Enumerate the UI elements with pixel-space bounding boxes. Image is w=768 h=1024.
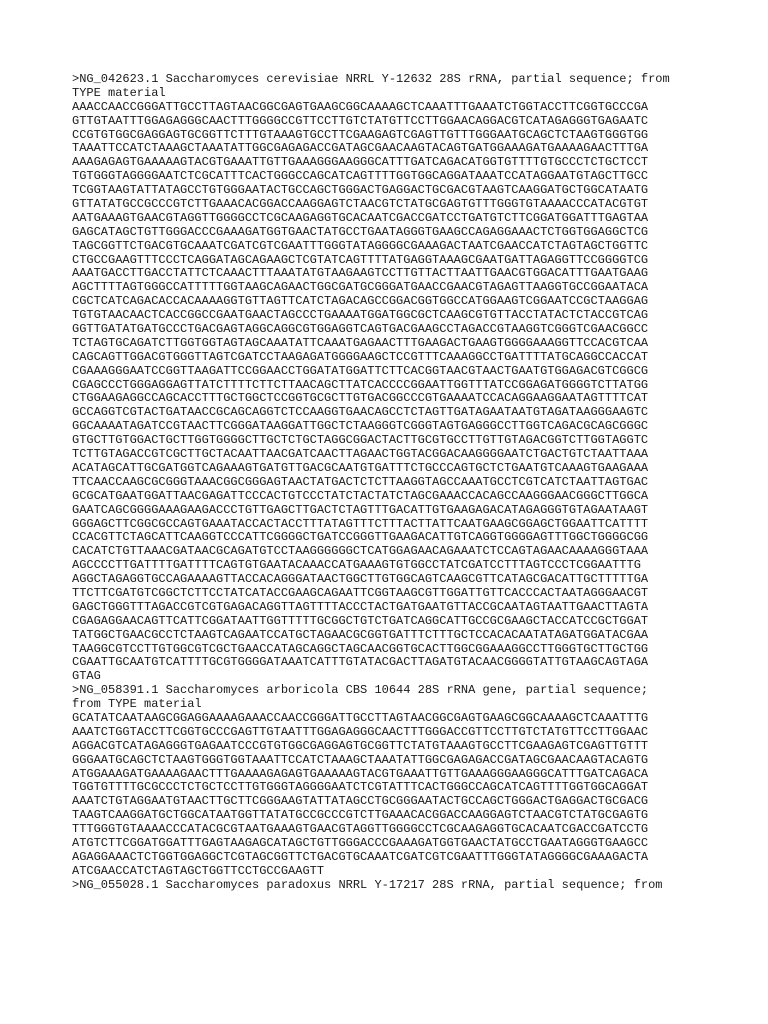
sequence-line: GTGCTTGTGGACTGCTTGGTGGGGCTTGCTCTGCTAGGCGGACTACTTGCGTGCCTTGTTGTAGACGGTCTTGGTAGGTC: [72, 433, 649, 448]
sequence-line: AAACCAACCGGGATTGCCTTAGTAACGGCGAGTGAAGCGGCAAAAGCTCAAATTTGAAATCTGGTACCTTCGGTGCCCGA: [72, 99, 649, 114]
sequence-line: TAAGGCGTCCTTGTGGCGTCGCTGAACCATAGCAGGCTAGCAACGGTGCACTTGGCGGAAAGGCCTTGGGTGCTTGCTGG: [72, 641, 649, 656]
sequence-line: from TYPE material: [72, 697, 202, 712]
sequence-line: GTAG: [72, 669, 101, 684]
sequence-line: GAATCAGCGGGGAAAGAAGACCCTGTTGAGCTTGACTCTAGTTTGACATTGTGAAGAGACATAGAGGGTGTAGAATAAGT: [72, 502, 649, 517]
sequence-line: CGAGAGGAACAGTTCATTCGGATAATTGGTTTTTGCGGCTGTCTGATCAGGCATTGCCGCGAAGCTACCATCCGCTGGAT: [72, 613, 649, 628]
sequence-line: GCCAGGTCGTACTGATAACCGCAGCAGGTCTCCAAGGTGAACAGCCTCTAGTTGATAGAATAATGTAGATAAGGGAAGTC: [72, 405, 649, 420]
sequence-line: AAATCTGTAGGAATGTAACTTGCTTCGGGAAGTATTATAGCCTGCGGGAATACTGCCAGCTGGGACTGAGGACTGCGACG: [72, 794, 649, 809]
sequence-line: ACATAGCATTGCGATGGTCAGAAAGTGATGTTGACGCAATGTGATTTCTGCCCAGTGCTCTGAATGTCAAAGTGAAGAAA: [72, 460, 649, 475]
sequence-line: AGAGGAAACTCTGGTGGAGGCTCGTAGCGGTTCTGACGTGCAAATCGATCGTCGAATTTGGGTATAGGGGCGAAAGACTA: [72, 849, 649, 864]
sequence-line: GGCAAAATAGATCCGTAACTTCGGGATAAGGATTGGCTCTAAGGGTCGGGTAGTGAGGGCCTTGGTCAGACGCAGCGGGC: [72, 419, 649, 434]
sequence-header-line: >NG_055028.1 Saccharomyces paradoxus NRRL Y-17217 28S rRNA, partial sequence; from: [72, 877, 663, 892]
sequence-line: TYPE material: [72, 85, 166, 100]
sequence-header-line: >NG_058391.1 Saccharomyces arboricola CBS 10644 28S rRNA gene, partial sequence;: [72, 683, 649, 698]
sequence-line: GAGCTGGGTTTAGACCGTCGTGAGACAGGTTAGTTTTACCCTACTGATGAATGTTACCGCAATAGTAATTGAACTTAGTA: [72, 599, 649, 614]
sequence-line: GAGCATAGCTGTTGGGACCCGAAAGATGGTGAACTATGCCTGAATAGGGTGAAGCCAGAGGAAACTCTGGTGGAGGCTCG: [72, 224, 649, 239]
sequence-line: ATCGAACCATCTAGTAGCTGGTTCCTGCCGAAGTT: [72, 863, 325, 878]
sequence-line: AGCCCCTTGATTTTGATTTTCAGTGTGAATACAAACCATGAAAGTGTGGCCTATCGATCCTTTAGTCCCTCGGAATTTG: [72, 558, 641, 573]
sequence-line: AAATCTGGTACCTTCGGTGCCCGAGTTGTAATTTGGAGAGGGCAACTTTGGGACCGTTCCTTGTCTATGTTCCTTGGAAC: [72, 724, 649, 739]
sequence-line: TTTGGGTGTAAAACCCATACGCGTAATGAAAGTGAACGTAGGTTGGGGCCTCGCAAGAGGTGCACAATCGACCGATCCTG: [72, 822, 649, 837]
sequence-line: TTCTTCGATGTCGGCTCTTCCTATCATACCGAAGCAGAATTCGGTAAGCGTTGGATTGTTCACCCACTAATAGGGAACGT: [72, 585, 649, 600]
sequence-line: GTTATATGCCGCCCGTCTTGAAACACGGACCAAGGAGTCTAACGTCTATGCGAGTGTTTGGGTGTAAAACCCATACGTGT: [72, 197, 649, 212]
sequence-line: CGAGCCCTGGGAGGAGTTATCTTTTCTTCTTAACAGCTTATCACCCCGGAATTGGTTTATCCGGAGATGGGGTCTTATGG: [72, 377, 649, 392]
sequence-line: TGGTGTTTTGCGCCCTCTGCTCCTTGTGGGTAGGGGAATCTCGTATTTCACTGGGCCAGCATCAGTTTTGGTGGCAGGAT: [72, 780, 649, 795]
sequence-line: CCGTGTGGCGAGGAGTGCGGTTCTTTGTAAAGTGCCTTCGAAGAGTCGAGTTGTTTGGGAATGCAGCTCTAAGTGGGTGG: [72, 127, 649, 142]
sequence-line: ATGTCTTCGGATGGATTTGAGTAAGAGCATAGCTGTTGGGACCCGAAAGATGGTGAACTATGCCTGAATAGGGTGAAGCC: [72, 835, 649, 850]
sequence-line: AGGACGTCATAGAGGGTGAGAATCCCGTGTGGCGAGGAGTGCGGTTCTATGTAAAGTGCCTTCGAAGAGTCGAGTTGTTT: [72, 738, 649, 753]
sequence-line: CGAAAGGGAATCCGGTTAAGATTCCGGAACCTGGATATGGATTCTTCACGGTAACGTAACTGAATGTGGAGACGTCGGCG: [72, 363, 649, 378]
fasta-document: [72, 73, 702, 893]
sequence-line: AAAGAGAGTGAAAAAGTACGTGAAATTGTTGAAAGGGAAGGGCATTTGATCAGACATGGTGTTTTGTGCCCTCTGCTCCT: [72, 155, 649, 170]
sequence-line: GTTGTAATTTGGAGAGGGCAACTTTGGGGCCGTTCCTTGTCTATGTTCCTTGGAACAGGACGTCATAGAGGGTGAGAATC: [72, 113, 649, 128]
sequence-line: GGGAGCTTCGGCGCCAGTGAAATACCACTACCTTTATAGTTTCTTTACTTATTCAATGAAGCGGAGCTGGAATTCATTTT: [72, 516, 649, 531]
sequence-line: TGTGTAACAACTCACCGGCCGAATGAACTAGCCCTGAAAATGGATGGCGCTCAAGCGTGTTACCTATACTCTACCGTCAG: [72, 308, 649, 323]
sequence-line: TCGGTAAGTATTATAGCCTGTGGGAATACTGCCAGCTGGGACTGAGGACTGCGACGTAAGTCAAGGATGCTGGCATAATG: [72, 183, 649, 198]
sequence-line: TGTGGGTAGGGGAATCTCGCATTTCACTGGGCCAGCATCAGTTTTGGTGGCAGGATAAATCCATAGGAATGTAGCTTGCC: [72, 169, 649, 184]
sequence-line: TAAGTCAAGGATGCTGGCATAATGGTTATATGCCGCCCGTCTTGAAACACGGACCAAGGAGTCTAACGTCTATGCGAGTG: [72, 808, 649, 823]
sequence-line: GCATATCAATAAGCGGAGGAAAAGAAACCAACCGGGATTGCCTTAGTAACGGCGAGTGAAGCGGCAAAAGCTCAAATTTG: [72, 710, 649, 725]
sequence-line: TATGGCTGAACGCCTCTAAGTCAGAATCCATGCTAGAACGCGGTGATTTCTTTGCTCCACACAATATAGATGGATACGAA: [72, 627, 649, 642]
sequence-line: CTGCCGAAGTTTCCCTCAGGATAGCAGAAGCTCGTATCAGTTTTATGAGGTAAAGCGAATGATTAGAGGTTCCGGGGTCG: [72, 252, 649, 267]
sequence-line: CGAATTGCAATGTCATTTTGCGTGGGGATAAATCATTTGTATACGACTTAGATGTACAACGGGGTATTGTAAGCAGTAGA: [72, 655, 649, 670]
sequence-line: CAGCAGTTGGACGTGGGTTAGTCGATCCTAAGAGATGGGGAAGCTCCGTTTCAAAGGCCTGATTTTATGCAGGCCACCAT: [72, 349, 649, 364]
sequence-line: ATGGAAAGATGAAAAGAACTTTGAAAAGAGAGTGAAAAAGTACGTGAAATTGTTGAAAGGGAAGGGCATTTGATCAGACA: [72, 766, 649, 781]
sequence-line: TAAATTCCATCTAAAGCTAAATATTGGCGAGAGACCGATAGCGAACAAGTACAGTGATGGAAAGATGAAAAGAACTTTGA: [72, 141, 649, 156]
sequence-line: TCTAGTGCAGATCTTGGTGGTAGTAGCAAATATTCAAATGAGAACTTTGAAGACTGAAGTGGGGAAAGGTTCCACGTCAA: [72, 335, 649, 350]
sequence-line: CCACGTTCTAGCATTCAAGGTCCCATTCGGGGCTGATCCGGGTTGAAGACATTGTCAGGTGGGGAGTTTGGCTGGGGCGG: [72, 530, 649, 545]
sequence-line: AGGCTAGAGGTGCCAGAAAAGTTACCACAGGGATAACTGGCTTGTGGCAGTCAAGCGTTCATAGCGACATTGCTTTTTGA: [72, 572, 649, 587]
sequence-line: GGTTGATATGATGCCCTGACGAGTAGGCAGGCGTGGAGGTCAGTGACGAAGCCTAGACCGTAAGGTCGGGTCGAACGGCC: [72, 322, 649, 337]
sequence-line: CGCTCATCAGACACCACAAAAGGTGTTAGTTCATCTAGACAGCCGGACGGTGGCCATGGAAGTCGGAATCCGCTAAGGAG: [72, 294, 649, 309]
sequence-line: TTCAACCAAGCGCGGGTAAACGGCGGGAGTAACTATGACTCTCTTAAGGTAGCCAAATGCCTCGTCATCTAATTAGTGAC: [72, 474, 649, 489]
sequence-header-line: >NG_042623.1 Saccharomyces cerevisiae NRRL Y-12632 28S rRNA, partial sequence; from: [72, 72, 670, 86]
sequence-line: GCGCATGAATGGATTAACGAGATTCCCACTGTCCCTATCTACTATCTAGCGAAACCACAGCCAAGGGAACGGGCTTGGCA: [72, 488, 649, 503]
sequence-line: AATGAAAGTGAACGTAGGTTGGGGCCTCGCAAGAGGTGCACAATCGACCGATCCTGATGTCTTCGGATGGATTTGAGTAA: [72, 210, 649, 225]
sequence-line: TAGCGGTTCTGACGTGCAAATCGATCGTCGAATTTGGGTATAGGGGCGAAAGACTAATCGAACCATCTAGTAGCTGGTTC: [72, 238, 649, 253]
sequence-line: AGCTTTTAGTGGGCCATTTTTGGTAAGCAGAACTGGCGATGCGGGATGAACCGAACGTAGAGTTAAGGTGCCGGAATACA: [72, 280, 649, 295]
sequence-line: CACATCTGTTAAACGATAACGCAGATGTCCTAAGGGGGGCTCATGGAGAACAGAAATCTCCAGTAGAACAAAAGGGTAAA: [72, 544, 649, 559]
sequence-line: CTGGAAGAGGCCAGCACCTTTGCTGGCTCCGGTGCGCTTGTGACGGCCCGTGAAAATCCACAGGAAGGAATAGTTTTCAT: [72, 391, 649, 406]
sequence-line: GGGAATGCAGCTCTAAGTGGGTGGTAAATTCCATCTAAAGCTAAATATTGGCGAGAGACCGATAGCGAACAAGTACAGTG: [72, 752, 649, 767]
sequence-line: TCTTGTAGACCGTCGCTTGCTACAATTAACGATCAACTTAGAACTGGTACGGACAAGGGGAATCTGACTGTCTAATTAAA: [72, 447, 649, 462]
sequence-line: AAATGACCTTGACCTATTCTCAAACTTTAAATATGTAAGAAGTCCTTGTTACTTAATTGAACGTGGACATTTGAATGAAG: [72, 266, 649, 281]
